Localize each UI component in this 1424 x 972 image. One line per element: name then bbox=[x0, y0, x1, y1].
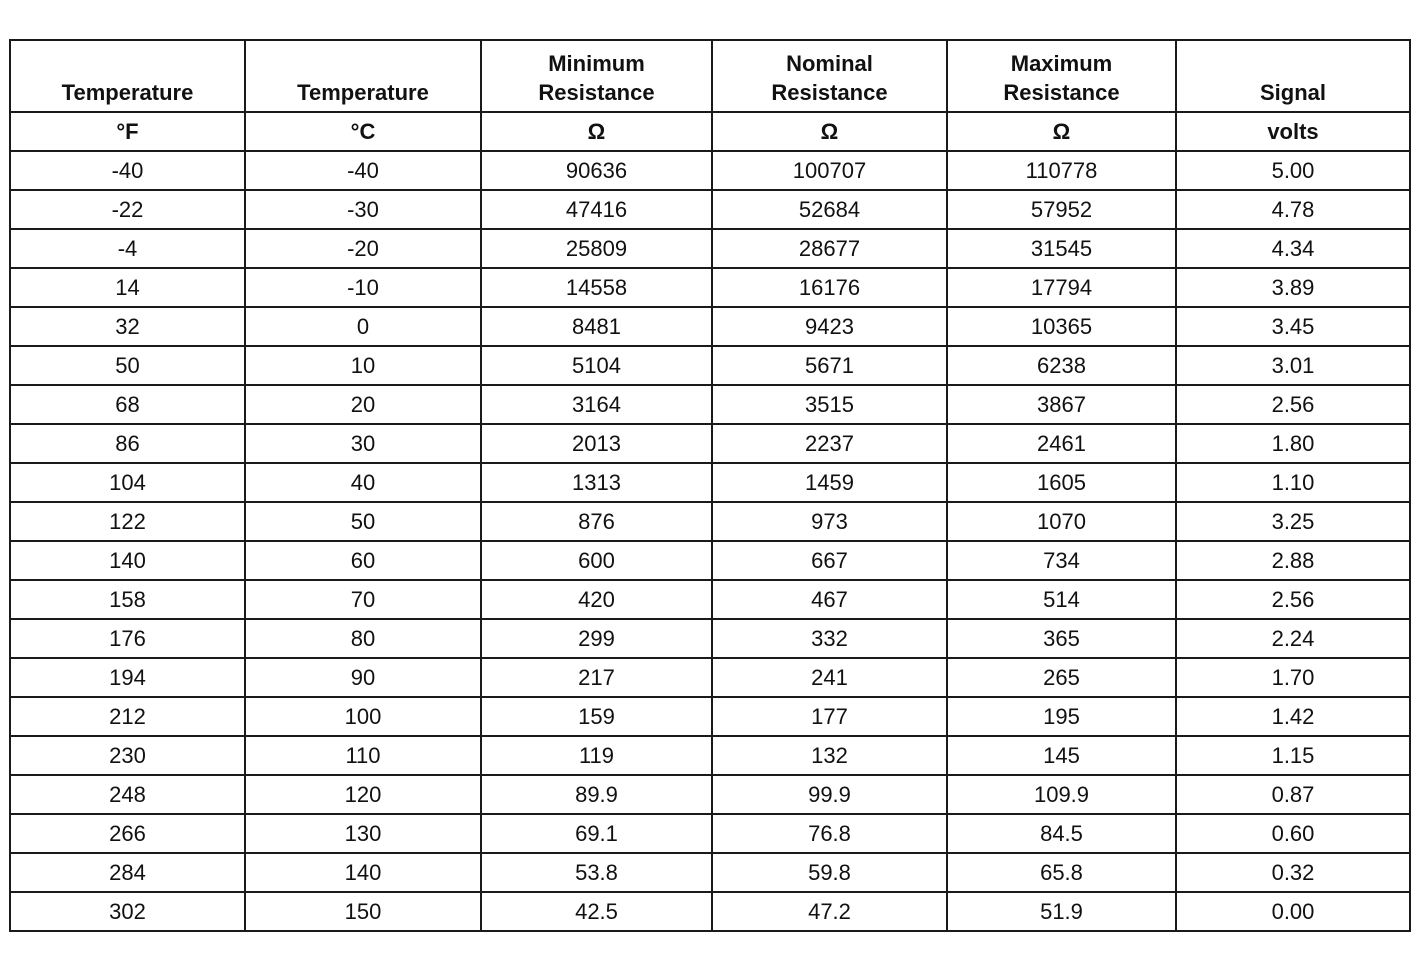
table-cell: -40 bbox=[10, 151, 245, 190]
table-cell: 973 bbox=[712, 502, 947, 541]
header-line2: Resistance bbox=[1003, 80, 1120, 105]
table-cell: 2.56 bbox=[1176, 580, 1410, 619]
table-cell: 65.8 bbox=[947, 853, 1176, 892]
header-line1 bbox=[11, 49, 244, 78]
table-cell: 140 bbox=[10, 541, 245, 580]
table-cell: 6238 bbox=[947, 346, 1176, 385]
table-cell: 1.70 bbox=[1176, 658, 1410, 697]
table-body bbox=[10, 151, 1410, 931]
table-cell: 0.60 bbox=[1176, 814, 1410, 853]
table-cell: 265 bbox=[947, 658, 1176, 697]
table-cell: 195 bbox=[947, 697, 1176, 736]
table-row bbox=[10, 463, 1410, 502]
table-cell: 70 bbox=[245, 580, 481, 619]
table-cell: 177 bbox=[712, 697, 947, 736]
table-cell: 99.9 bbox=[712, 775, 947, 814]
signal-header bbox=[1176, 40, 1410, 112]
table-cell: 140 bbox=[245, 853, 481, 892]
table-cell: 734 bbox=[947, 541, 1176, 580]
header-line1 bbox=[1177, 49, 1409, 78]
table-cell: 132 bbox=[712, 736, 947, 775]
table-cell: 76.8 bbox=[712, 814, 947, 853]
table-cell: 2.24 bbox=[1176, 619, 1410, 658]
unit-cell: °F bbox=[10, 112, 245, 151]
table-cell: 600 bbox=[481, 541, 712, 580]
table-cell: 109.9 bbox=[947, 775, 1176, 814]
table-row bbox=[10, 190, 1410, 229]
table-cell: 14558 bbox=[481, 268, 712, 307]
table-cell: 4.78 bbox=[1176, 190, 1410, 229]
table-cell: -40 bbox=[245, 151, 481, 190]
table-cell: 2.88 bbox=[1176, 541, 1410, 580]
temperature-resistance-table bbox=[9, 39, 1411, 932]
table-cell: -10 bbox=[245, 268, 481, 307]
header-line2: Temperature bbox=[297, 80, 429, 105]
table-cell: 667 bbox=[712, 541, 947, 580]
table-cell: 302 bbox=[10, 892, 245, 931]
table-cell: 120 bbox=[245, 775, 481, 814]
table-row bbox=[10, 307, 1410, 346]
table-row bbox=[10, 385, 1410, 424]
table-cell: 25809 bbox=[481, 229, 712, 268]
table-cell: 40 bbox=[245, 463, 481, 502]
table-cell: 3.89 bbox=[1176, 268, 1410, 307]
table-cell: 17794 bbox=[947, 268, 1176, 307]
table-cell: 3867 bbox=[947, 385, 1176, 424]
table-cell: 1459 bbox=[712, 463, 947, 502]
table-row bbox=[10, 658, 1410, 697]
table-cell: 2013 bbox=[481, 424, 712, 463]
table-cell: 2.56 bbox=[1176, 385, 1410, 424]
header-line2: Resistance bbox=[538, 80, 655, 105]
table-row bbox=[10, 346, 1410, 385]
table-cell: 230 bbox=[10, 736, 245, 775]
table-cell: 47416 bbox=[481, 190, 712, 229]
table-cell: 467 bbox=[712, 580, 947, 619]
nominal-resistance-header bbox=[712, 40, 947, 112]
table-cell: 57952 bbox=[947, 190, 1176, 229]
table-cell: 14 bbox=[10, 268, 245, 307]
table-cell: 130 bbox=[245, 814, 481, 853]
table-cell: 5.00 bbox=[1176, 151, 1410, 190]
table-cell: 158 bbox=[10, 580, 245, 619]
table-row bbox=[10, 541, 1410, 580]
unit-cell: Ω bbox=[481, 112, 712, 151]
table-cell: 3515 bbox=[712, 385, 947, 424]
table-cell: 51.9 bbox=[947, 892, 1176, 931]
table-cell: 5104 bbox=[481, 346, 712, 385]
table-cell: -22 bbox=[10, 190, 245, 229]
table-row bbox=[10, 580, 1410, 619]
table-cell: 1605 bbox=[947, 463, 1176, 502]
table-cell: 84.5 bbox=[947, 814, 1176, 853]
table-cell: 145 bbox=[947, 736, 1176, 775]
table-cell: 110 bbox=[245, 736, 481, 775]
table-cell: -20 bbox=[245, 229, 481, 268]
temp-f-header bbox=[10, 40, 245, 112]
table-row bbox=[10, 268, 1410, 307]
table-row bbox=[10, 853, 1410, 892]
table-cell: 0 bbox=[245, 307, 481, 346]
table-cell: -30 bbox=[245, 190, 481, 229]
table-cell: 514 bbox=[947, 580, 1176, 619]
table-cell: 876 bbox=[481, 502, 712, 541]
unit-cell: Ω bbox=[712, 112, 947, 151]
table-cell: 50 bbox=[245, 502, 481, 541]
table-cell: 365 bbox=[947, 619, 1176, 658]
table-cell: 69.1 bbox=[481, 814, 712, 853]
table-cell: 80 bbox=[245, 619, 481, 658]
header-row bbox=[10, 40, 1410, 112]
table-cell: 4.34 bbox=[1176, 229, 1410, 268]
table-cell: 150 bbox=[245, 892, 481, 931]
table-cell: 104 bbox=[10, 463, 245, 502]
header-line1 bbox=[246, 49, 480, 78]
table-cell: 9423 bbox=[712, 307, 947, 346]
table-cell: 100 bbox=[245, 697, 481, 736]
min-resistance-header bbox=[481, 40, 712, 112]
table-row bbox=[10, 502, 1410, 541]
table-cell: 90 bbox=[245, 658, 481, 697]
max-resistance-header bbox=[947, 40, 1176, 112]
table-cell: 122 bbox=[10, 502, 245, 541]
table-cell: 0.00 bbox=[1176, 892, 1410, 931]
table-cell: 1313 bbox=[481, 463, 712, 502]
table-cell: 10365 bbox=[947, 307, 1176, 346]
table-cell: 16176 bbox=[712, 268, 947, 307]
table-row bbox=[10, 151, 1410, 190]
table-cell: 299 bbox=[481, 619, 712, 658]
table-row bbox=[10, 775, 1410, 814]
temp-c-header bbox=[245, 40, 481, 112]
table-cell: 52684 bbox=[712, 190, 947, 229]
table-cell: 119 bbox=[481, 736, 712, 775]
resistance-table-container bbox=[9, 39, 1409, 932]
table-cell: 1.80 bbox=[1176, 424, 1410, 463]
table-cell: 2461 bbox=[947, 424, 1176, 463]
table-cell: 217 bbox=[481, 658, 712, 697]
header-line1: Nominal bbox=[786, 51, 873, 76]
table-cell: 5671 bbox=[712, 346, 947, 385]
table-cell: 8481 bbox=[481, 307, 712, 346]
table-row bbox=[10, 697, 1410, 736]
table-row bbox=[10, 424, 1410, 463]
unit-cell: Ω bbox=[947, 112, 1176, 151]
table-cell: 248 bbox=[10, 775, 245, 814]
table-row bbox=[10, 229, 1410, 268]
table-row bbox=[10, 814, 1410, 853]
header-line2: Signal bbox=[1259, 80, 1326, 105]
table-cell: 10 bbox=[245, 346, 481, 385]
table-cell: 3.25 bbox=[1176, 502, 1410, 541]
table-cell: 20 bbox=[245, 385, 481, 424]
table-cell: 420 bbox=[481, 580, 712, 619]
header-line2: Temperature bbox=[61, 80, 194, 105]
unit-cell: °C bbox=[245, 112, 481, 151]
table-cell: 100707 bbox=[712, 151, 947, 190]
table-cell: 1070 bbox=[947, 502, 1176, 541]
table-cell: -4 bbox=[10, 229, 245, 268]
table-cell: 241 bbox=[712, 658, 947, 697]
table-cell: 3164 bbox=[481, 385, 712, 424]
table-cell: 90636 bbox=[481, 151, 712, 190]
table-cell: 31545 bbox=[947, 229, 1176, 268]
table-cell: 86 bbox=[10, 424, 245, 463]
header-line2: Resistance bbox=[771, 80, 888, 105]
table-cell: 176 bbox=[10, 619, 245, 658]
table-cell: 212 bbox=[10, 697, 245, 736]
table-cell: 89.9 bbox=[481, 775, 712, 814]
header-line1: Maximum bbox=[1010, 51, 1113, 76]
units-row bbox=[10, 112, 1410, 151]
table-cell: 1.42 bbox=[1176, 697, 1410, 736]
table-cell: 1.10 bbox=[1176, 463, 1410, 502]
table-cell: 332 bbox=[712, 619, 947, 658]
unit-cell: volts bbox=[1176, 112, 1410, 151]
table-cell: 53.8 bbox=[481, 853, 712, 892]
table-cell: 3.45 bbox=[1176, 307, 1410, 346]
table-cell: 68 bbox=[10, 385, 245, 424]
table-cell: 50 bbox=[10, 346, 245, 385]
table-cell: 1.15 bbox=[1176, 736, 1410, 775]
table-cell: 28677 bbox=[712, 229, 947, 268]
table-row bbox=[10, 619, 1410, 658]
table-row bbox=[10, 892, 1410, 931]
table-cell: 30 bbox=[245, 424, 481, 463]
table-cell: 194 bbox=[10, 658, 245, 697]
table-cell: 47.2 bbox=[712, 892, 947, 931]
header-line1: Minimum bbox=[548, 51, 645, 76]
table-header bbox=[10, 40, 1410, 151]
table-cell: 32 bbox=[10, 307, 245, 346]
table-cell: 60 bbox=[245, 541, 481, 580]
table-cell: 284 bbox=[10, 853, 245, 892]
table-cell: 59.8 bbox=[712, 853, 947, 892]
table-cell: 159 bbox=[481, 697, 712, 736]
table-cell: 110778 bbox=[947, 151, 1176, 190]
table-cell: 266 bbox=[10, 814, 245, 853]
table-cell: 42.5 bbox=[481, 892, 712, 931]
table-cell: 2237 bbox=[712, 424, 947, 463]
table-cell: 0.32 bbox=[1176, 853, 1410, 892]
table-cell: 0.87 bbox=[1176, 775, 1410, 814]
table-row bbox=[10, 736, 1410, 775]
table-cell: 3.01 bbox=[1176, 346, 1410, 385]
